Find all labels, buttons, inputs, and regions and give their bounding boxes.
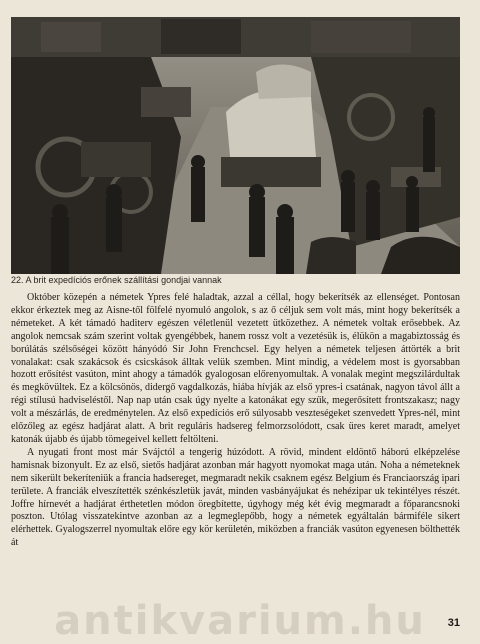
paragraph: Október közepén a németek Ypres felé haladtak, azzal a céllal, hogy bekerítsék az ellenséget. Pontosan ekkor érkeztek meg az Aisne-től fölfelé nyomuló angolok, s az ő céljuk sem volt más, mint hogy bekerítsék a németeket. A két támadó haditerv egészen véletlenül vezetett ütközethez. A németek voltak erősebbek. Az angolok nemcsak szám szerint voltak gyengébbek, hanem rossz volt a vezetésük is, élükön a magabiztosság és borúlátás szélsőségei között hányódó Sir John Frenchcsel. Egy helyen a németek teljesen áttörték a brit vonalakat: csak szakácsok és csicskások álltak velük szemben. Mint mindig, a védelem most is gyorsabban hozott erősítést vasúton, mint ahogy a támadók gyalogosan előrenyomultak. A vonalak megint megszilárdultak és megkövültek. Ez a kölcsönös, didergő vagdalkozás, hiába hívják az első ypres-i csatának, nagyon távol állt a régi stílusú hadviseléstől. Nap nap után csak úgy nyelte a katonákat egy szűk, megerősített frontszakasz; nagy volt a mészárlás, de eredménytelen. Az első expedíciós erő súlyosabb veszteségeket szenvedett Ypres-nél, mint előzőleg az egész hadjárat alatt. A brit reguláris hadsereg felmorzsolódott, csak üres keret maradt, amelyet katonák újabb és újabb tömegeivel kellett feltölteni. [11, 292, 460, 445]
paragraph: A nyugati front most már Svájctól a tengerig húzódott. A rövid, mindent eldöntő háború elképzelése hamisnak bizonyult. Ez az első, sietős hadjárat azonban már hagyott nyomokat maga után. Noha a németeknek nem sikerült bekeríteniük a francia hadsereget, megmaradt nekik csaknem egész Belgium és Franciaország ipari területe. A franciák elveszítették szénkészletük javát, minden vasbányájukat és nehézipar uk tekintélyes részét. Joffre hírnevét a hadjárat érthetetlen módon öregbítette, úgyhogy még két évig megmaradt a főparancsnoki poszton. Utólag visszatekintve azonban az a legmeglepőbb, hogy a németek egyáltalán bármiféle sikert elérhettek. Gyalogszerrel nyomultak előre egy kör kerületén, miközben a franciák vasúton egyenesen bölthették át [11, 446, 460, 549]
figure-caption: 22. A brit expedíciós erőnek szállítási gondjai vannak [11, 275, 222, 285]
page-number: 31 [447, 617, 460, 629]
article-body [11, 292, 460, 550]
watermark-text: antikvarium.hu [54, 598, 426, 644]
historical-photograph [11, 17, 460, 274]
